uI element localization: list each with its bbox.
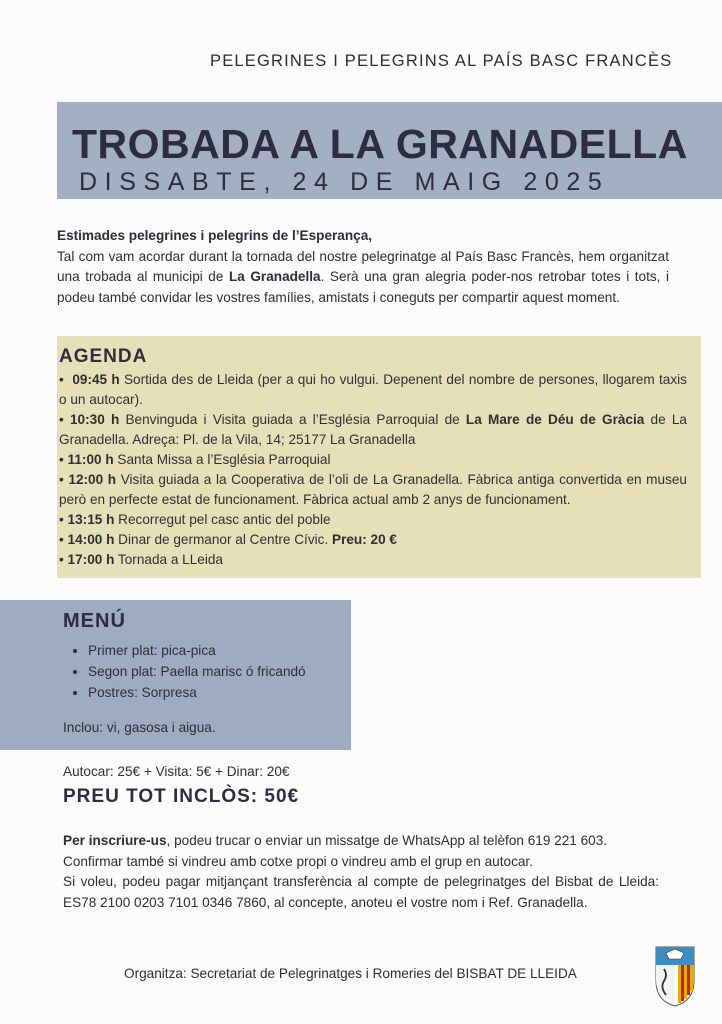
agenda-time: 09:45 h <box>72 372 120 387</box>
menu-item: • Primer plat: pica-pica <box>88 640 306 661</box>
inscription-text-1: , podeu trucar o enviar un missatge de WhatsApp al telèfon 619 221 603. <box>166 833 608 848</box>
event-date: DISSABTE, 24 DE MAIG 2025 <box>79 168 610 196</box>
menu-title: MENÚ <box>63 610 126 632</box>
agenda-item: • 13:15 h Recorregut pel casc antic del poble <box>59 512 331 527</box>
intro-section <box>57 226 669 308</box>
inscription-section <box>63 831 659 913</box>
inscription-line-1 <box>63 831 659 852</box>
menu-item: • Segon plat: Paella marisc ó fricandó <box>88 661 306 682</box>
agenda-bold: Preu: 20 € <box>332 532 397 547</box>
agenda-item: • 12:00 h Visita guiada a la Cooperativa de l’oli de La Granadella. Fàbrica antiga convertida en museu però en perfecte estat de funcionament. Fàbrica actual amb 2 anys de funcionament. <box>59 472 687 507</box>
agenda-band <box>57 336 701 578</box>
page-title: TROBADA A LA GRANADELLA <box>72 121 688 167</box>
top-subtitle: PELEGRINES I PELEGRINS AL PAÍS BASC FRANCÈS <box>210 52 673 70</box>
agenda-text: Santa Missa a l’Església Parroquial <box>113 452 331 467</box>
agenda-text: Dinar de germanor al Centre Cívic. <box>114 532 332 547</box>
menu-list <box>70 640 306 703</box>
agenda-bold: La Mare de Déu de Gràcia <box>465 412 645 427</box>
agenda-time: 17:00 h <box>67 552 115 567</box>
intro-greeting: Estimades pelegrines i pelegrins de l’Esperança, <box>57 228 373 243</box>
agenda-time: 13:15 h <box>67 512 115 527</box>
agenda-text: Visita guiada a la Cooperativa de l’oli de La Granadella. Fàbrica antiga convertida en museu però en perfecte estat de funcionament. Fàbrica actual amb 2 anys de funcionament. <box>59 472 687 507</box>
title-band <box>57 102 722 199</box>
agenda-time: 12:00 h <box>68 472 117 487</box>
menu-band <box>0 600 351 750</box>
intro-text-before: Tal com vam acordar durant la tornada del nostre pelegrinatge al País Basc Francès, hem organitzat una trobada al municipi de <box>57 248 669 284</box>
inscription-lead: Per inscriure-us <box>63 833 167 848</box>
agenda-item: • 14:00 h Dinar de germanor al Centre Cívic. Preu: 20 € <box>59 532 397 547</box>
intro-paragraph <box>57 247 669 309</box>
price-breakdown: Autocar: 25€ + Visita: 5€ + Dinar: 20€ <box>63 764 290 779</box>
agenda-text-2: de La Granadella. Adreça: Pl. de la Vila, 14; 25177 La Granadella <box>59 412 687 447</box>
menu-includes: Inclou: vi, gasosa i aigua. <box>63 720 216 735</box>
agenda-text: Tornada a LLeida <box>114 552 223 567</box>
agenda-item: • 11:00 h Santa Missa a l’Església Parroquial <box>59 452 331 467</box>
intro-place: La Granadella <box>228 269 321 284</box>
agenda-text: Benvinguda i Visita guiada a l’Església Parroquial de <box>119 412 466 427</box>
agenda-text: Sortida des de Lleida (per a qui ho vulgui. Depenent del nombre de persones, llogarem taxis o un autocar). <box>59 372 687 407</box>
agenda-item: • 17:00 h Tornada a LLeida <box>59 552 223 567</box>
price-total: PREU TOT INCLÒS: 50€ <box>63 786 300 807</box>
inscription-line-2: Confirmar també si vindreu amb cotxe propi o vindreu amb el grup en autocar. <box>63 853 533 869</box>
agenda-time: 14:00 h <box>67 532 115 547</box>
agenda-item: • 09:45 h Sortida des de Lleida (per a qui ho vulgui. Depenent del nombre de persones, llogarem taxis o un autocar). <box>59 372 687 407</box>
agenda-title: AGENDA <box>59 346 148 367</box>
organizer-footer: Organitza: Secretariat de Pelegrinatges i Romeries del BISBAT DE LLEIDA <box>124 966 577 981</box>
menu-item: • Postres: Sorpresa <box>88 682 306 703</box>
intro-text-after: . Serà una gran alegria poder-nos retrobar totes i tots, i podeu també convidar les vostres famílies, amistats i coneguts per compartir aquest moment. <box>57 269 670 305</box>
agenda-time: 11:00 h <box>67 452 114 467</box>
agenda-text: Recorregut pel casc antic del poble <box>114 512 331 527</box>
agenda-time: 10:30 h <box>69 412 120 427</box>
agenda-item: • 10:30 h Benvinguda i Visita guiada a l’Església Parroquial de La Mare de Déu de Gràcia de La Granadella. Adreça: Pl. de la Vila, 14; 25177 La Granadella <box>59 412 687 447</box>
bisbat-lleida-crest-icon <box>654 945 696 1007</box>
inscription-line-3: Si voleu, podeu pagar mitjançant transferència al compte de pelegrinatges del Bisbat de Lleida: ES78 2100 0203 7101 0346 7860, al concepte, anoteu el vostre nom i Ref. Granadella. <box>63 874 659 910</box>
agenda-list <box>59 370 687 570</box>
